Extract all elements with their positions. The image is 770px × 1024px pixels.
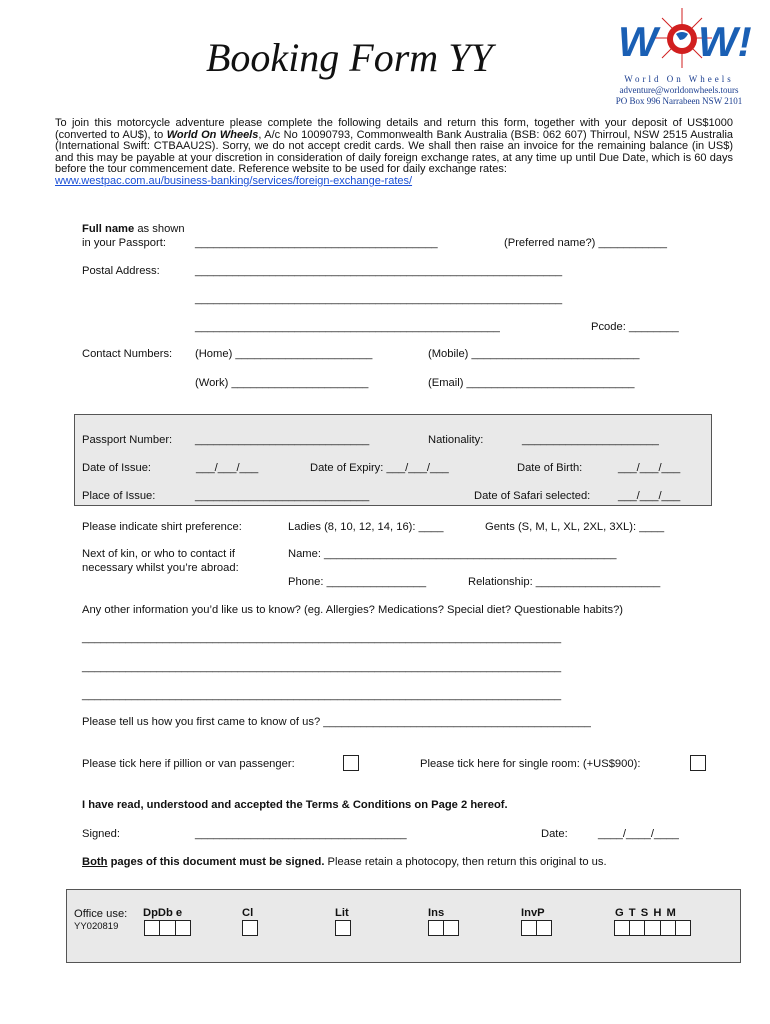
svg-text:W: W bbox=[618, 18, 658, 65]
safari-date-label: Date of Safari selected: bbox=[474, 490, 591, 502]
office-field-gtshm-boxes[interactable] bbox=[614, 920, 691, 936]
postal-address-label: Postal Address: bbox=[82, 265, 160, 277]
next-of-kin-label: Next of kin, or who to contact if bbox=[82, 548, 235, 560]
office-field-lit-boxes[interactable] bbox=[335, 920, 351, 936]
other-info-question: Any other information you’d like us to know? (eg. Allergies? Medications? Special diet? Questionable habits?) bbox=[82, 604, 624, 616]
date-of-expiry-field[interactable]: Date of Expiry: ___/___/___ bbox=[310, 462, 449, 474]
place-of-issue-field[interactable]: ____________________________ bbox=[195, 490, 370, 502]
logo-email: adventure@worldonwheels.tours bbox=[619, 85, 739, 95]
office-field-gtshm-label: G T S H M bbox=[615, 907, 677, 919]
postal-address-line2[interactable]: ___________________________________________________________ bbox=[195, 293, 563, 305]
office-field-ins-boxes[interactable] bbox=[428, 920, 459, 936]
other-info-line3[interactable]: _____________________________________________________________________________ bbox=[82, 689, 562, 701]
logo-tagline: World On Wheels bbox=[624, 74, 734, 84]
company-name: World On Wheels bbox=[166, 128, 259, 141]
shirt-preference-label: Please indicate shirt preference: bbox=[82, 521, 242, 533]
safari-date-field[interactable]: ___/___/___ bbox=[618, 490, 681, 502]
office-field-lit-label: Lit bbox=[335, 907, 349, 919]
office-field-invp-label: InvP bbox=[521, 907, 545, 919]
pcode-field[interactable]: Pcode: ________ bbox=[591, 321, 679, 333]
sign-date-label: Date: bbox=[541, 828, 568, 840]
sign-date-field[interactable]: ____/____/____ bbox=[598, 828, 679, 840]
exchange-rates-link[interactable]: www.westpac.com.au/business-banking/services/foreign-exchange-rates/ bbox=[55, 174, 413, 187]
svg-text:W!: W! bbox=[698, 18, 752, 65]
date-of-issue-label: Date of Issue: bbox=[82, 462, 152, 474]
fullname-label: Full name as shown bbox=[82, 223, 185, 235]
intro-paragraph: To join this motorcycle adventure please complete the following details and return this form, together with your deposit of US$1000 (converted to AU$), to World On Wheels, A/c No 10090793, Commonwealth Bank Australia (BSB: 062 607) Thirroul, NSW 2515 Australia (International Swift: CTBAAU2S). Sorry, we do not accept credit cards. We shall then raise an invoice for the remaining balance (in US$) and this may be payable at your discretion in consideration of daily foreign exchange rates, at any time up until Due Date, which is 60 days before the tour commencement date. Reference website to be used for daily exchange rates: www.westpac.com.au/business-banking/services/foreign-exchange-rates/ bbox=[55, 117, 733, 187]
postal-address-line1[interactable]: ___________________________________________________________ bbox=[195, 265, 563, 277]
date-of-birth-label: Date of Birth: bbox=[517, 462, 583, 474]
referral-question-field[interactable]: Please tell us how you first came to know of us? ___________________________________________ bbox=[82, 716, 591, 728]
fullname-label-line2: in your Passport: bbox=[82, 237, 166, 249]
fullname-field[interactable]: _______________________________________ bbox=[195, 237, 438, 249]
office-field-cl-boxes[interactable] bbox=[242, 920, 258, 936]
kin-relationship-field[interactable]: Relationship: ____________________ bbox=[468, 576, 661, 588]
pillion-label: Please tick here if pillion or van passenger: bbox=[82, 758, 295, 770]
ladies-size-field[interactable]: Ladies (8, 10, 12, 14, 16): ____ bbox=[288, 521, 444, 533]
work-phone-field[interactable]: (Work) ______________________ bbox=[195, 377, 369, 389]
preferred-name-field[interactable]: (Preferred name?) ___________ bbox=[504, 237, 667, 249]
terms-acceptance: I have read, understood and accepted the Terms & Conditions on Page 2 hereof. bbox=[82, 799, 508, 811]
logo-wordmark-graphic bbox=[604, 6, 754, 70]
both-pages-notice: Both pages of this document must be signed. Please retain a photocopy, then return this original to us. bbox=[82, 856, 607, 868]
email-field[interactable]: (Email) ___________________________ bbox=[428, 377, 635, 389]
office-field-invp-boxes[interactable] bbox=[521, 920, 552, 936]
place-of-issue-label: Place of Issue: bbox=[82, 490, 156, 502]
nationality-label: Nationality: bbox=[428, 434, 484, 446]
other-info-line2[interactable]: _____________________________________________________________________________ bbox=[82, 661, 562, 673]
office-field-dpdbe-label: DpDb e bbox=[143, 907, 183, 919]
passport-number-label: Passport Number: bbox=[82, 434, 173, 446]
signed-label: Signed: bbox=[82, 828, 120, 840]
office-code: YY020819 bbox=[74, 921, 119, 932]
kin-name-field[interactable]: Name: _______________________________________________ bbox=[288, 548, 617, 560]
date-of-issue-field[interactable]: ___/___/___ bbox=[196, 462, 259, 474]
signature-field[interactable]: __________________________________ bbox=[195, 828, 407, 840]
kin-phone-field[interactable]: Phone: ________________ bbox=[288, 576, 427, 588]
mobile-phone-field[interactable]: (Mobile) ___________________________ bbox=[428, 348, 640, 360]
single-room-label: Please tick here for single room: (+US$900): bbox=[420, 758, 641, 770]
office-field-ins-label: Ins bbox=[428, 907, 445, 919]
page-title: Booking Form YY bbox=[206, 35, 493, 80]
nationality-field[interactable]: ______________________ bbox=[522, 434, 659, 446]
next-of-kin-label-line2: necessary whilst you’re abroad: bbox=[82, 562, 239, 574]
passport-section bbox=[74, 414, 712, 506]
single-room-checkbox[interactable] bbox=[690, 755, 706, 771]
pillion-checkbox[interactable] bbox=[343, 755, 359, 771]
contact-numbers-label: Contact Numbers: bbox=[82, 348, 173, 360]
other-info-line1[interactable]: _____________________________________________________________________________ bbox=[82, 632, 562, 644]
office-field-dpdbe-boxes[interactable] bbox=[144, 920, 191, 936]
home-phone-field[interactable]: (Home) ______________________ bbox=[195, 348, 373, 360]
logo bbox=[604, 6, 754, 70]
date-of-birth-field[interactable]: ___/___/___ bbox=[618, 462, 681, 474]
postal-address-line3[interactable]: _________________________________________________ bbox=[195, 321, 500, 333]
office-use-label: Office use: bbox=[74, 908, 128, 920]
logo-address: PO Box 996 Narrabeen NSW 2101 bbox=[615, 96, 743, 106]
passport-number-field[interactable]: ____________________________ bbox=[195, 434, 370, 446]
gents-size-field[interactable]: Gents (S, M, L, XL, 2XL, 3XL): ____ bbox=[485, 521, 665, 533]
office-field-cl-label: Cl bbox=[242, 907, 254, 919]
